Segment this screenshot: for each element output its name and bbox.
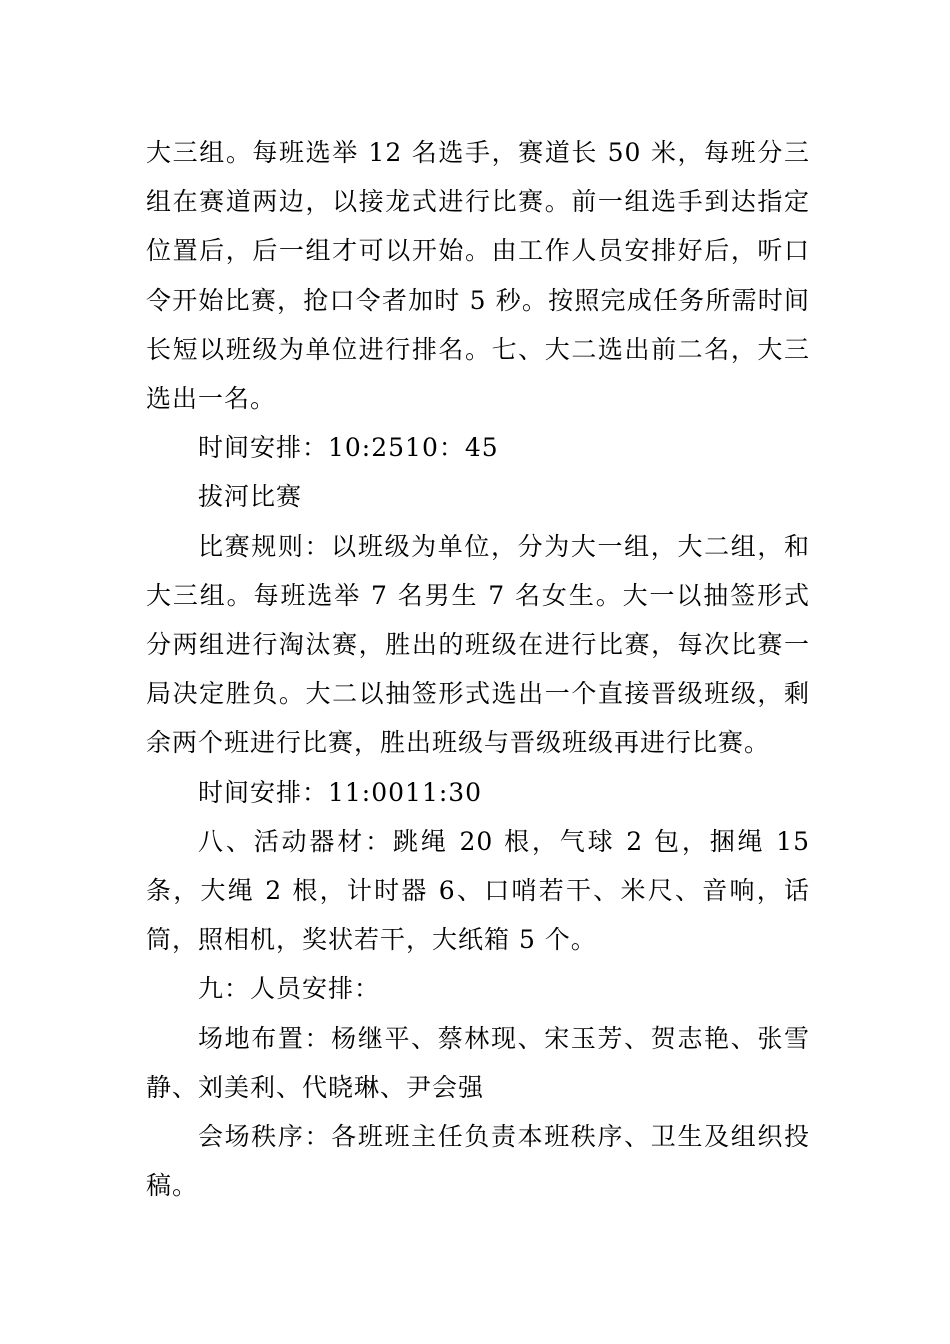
paragraph-race-schedule: 时间安排：10:2510：45 xyxy=(198,433,499,463)
paragraph-tug-of-war-schedule: 时间安排：11:0011:30 xyxy=(198,777,483,807)
paragraph-staff-heading: 九：人员安排： xyxy=(198,974,381,1004)
paragraph-venue-order: 会场秩序：各班班主任负责本班秩序、卫生及组织投稿。 xyxy=(146,1122,810,1201)
paragraph-equipment: 八、活动器材：跳绳 20 根，气球 2 包，捆绳 15 条，大绳 2 根，计时器 6、口哨若干、米尺、音响，话筒，照相机，奖状若干，大纸箱 5 个。 xyxy=(146,826,810,955)
paragraph-race-rules-continued: 大三组。每班选举 12 名选手，赛道长 50 米，每班分三组在赛道两边，以接龙式进行比赛。前一组选手到达指定位置后，后一组才可以开始。由工作人员安排好后，听口令开始比赛，抢口令者加时 5 秒。按照完成任务所需时间长短以班级为单位进行排名。七、大二选出前二名，大三选出一名。 xyxy=(146,138,810,414)
paragraph-tug-of-war-heading: 拔河比赛 xyxy=(198,482,303,512)
paragraph-tug-of-war-rules: 比赛规则：以班级为单位，分为大一组，大二组，和大三组。每班选举 7 名男生 7 名女生。大一以抽签形式分两组进行淘汰赛，胜出的班级在进行比赛，每次比赛一局决定胜负。大二以抽签形式选出一个直接晋级班级，剩余两个班进行比赛，胜出班级与晋级班级再进行比赛。 xyxy=(146,531,810,758)
document-body xyxy=(146,128,810,1210)
paragraph-venue-setup: 场地布置：杨继平、蔡林现、宋玉芳、贺志艳、张雪静、刘美利、代晓琳、尹会强 xyxy=(146,1023,810,1102)
